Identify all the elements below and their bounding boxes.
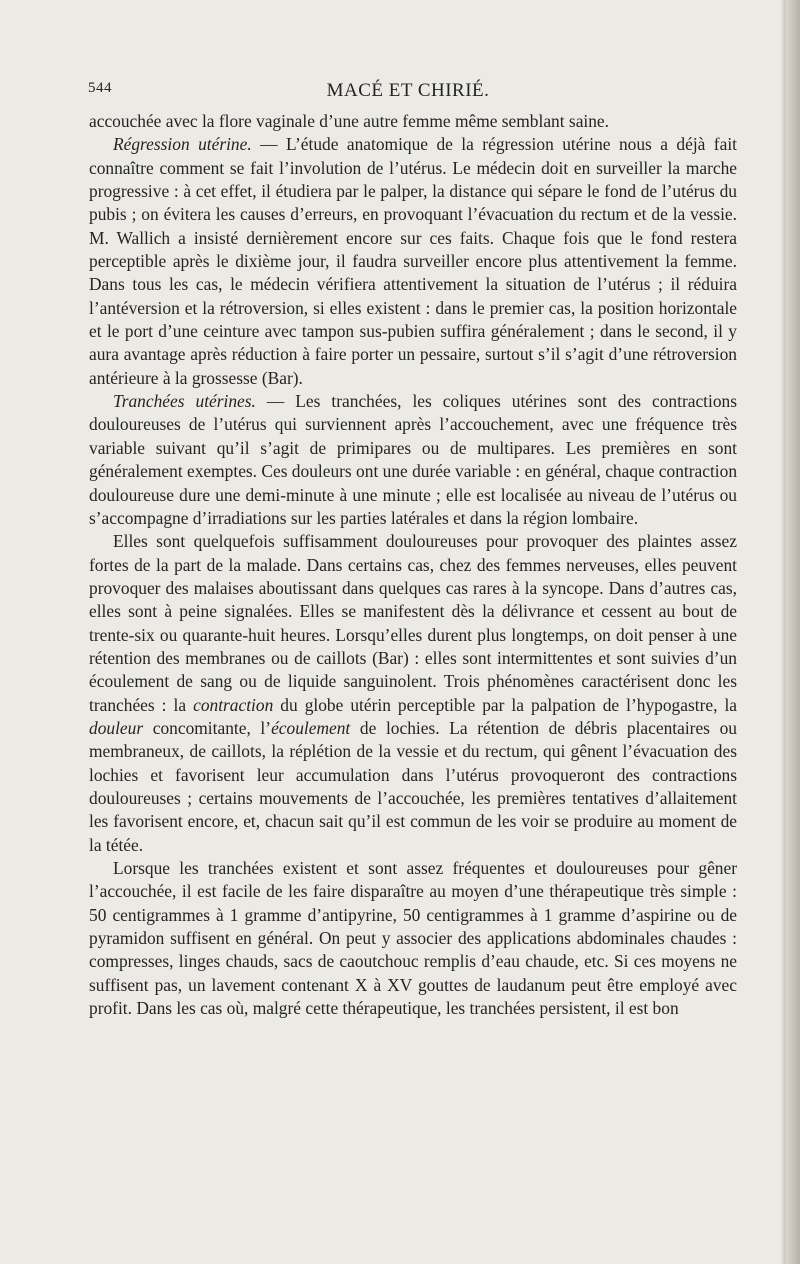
paragraph-text: accouchée avec la flore vaginale d’une autre femme même semblant saine. [89, 111, 610, 131]
paragraph-regression-uterine [89, 133, 737, 390]
paragraph-text: de lochies. La rétention de débris placentaires ou membraneux, de caillots, la réplétion de la vessie et du rectum, qui gênent l’évacuation des lochies et favorisent leur accumulation dans l’utérus provoqueront des contractions douloureuses ; certains mouvements de l’accouchée, les premières tentatives d’allaitement les favorisent encore, et, chacun sait qu’il est commun de les voir se produire au moment de la tétée. [89, 717, 737, 855]
section-title: Régression utérine. [113, 134, 252, 155]
emphasis-term: contraction [193, 694, 274, 715]
paragraph-text: du globe utérin perceptible par la palpation de l’hypogastre, la [273, 694, 737, 715]
page-header [88, 80, 728, 104]
running-head: MACÉ ET CHIRIÉ. [326, 80, 490, 101]
paragraph-tranchees-uterines [89, 390, 737, 530]
paragraph-treatment [89, 857, 737, 1020]
emphasis-term: écoulement [271, 717, 351, 738]
page-edge-shadow [780, 0, 786, 1264]
paragraph-text: — L’étude anatomique de la régression utérine nous a déjà fait connaître comment se fait l’involution de l’utérus. Le médecin doit en surveiller la marche progressive : à cet effet, il étudiera par le palper, la distance qui sépare le fond de l’utérus du pubis ; on évitera les causes d’erreurs, en provoquant l’évacuation du rectum et de la vessie. M. Wallich a insisté dernièrement encore sur ces faits. Chaque fois que le fond restera perceptible après le dixième jour, il faudra surveiller encore plus attentivement la femme. Dans tous les cas, le médecin vérifiera attentivement la situation de l’utérus ; il réduira l’antéversion et la rétroversion, si elles existent : dans le premier cas, la position horizontale et le port d’une ceinture avec tampon sus-pubien suffira généralement ; dans le second, il y aura avantage après réduction à faire porter un pessaire, surtout s’il s’agit d’une rétroversion antérieure à la grossesse (Bar). [89, 134, 737, 388]
page-number: 544 [88, 80, 112, 96]
section-title: Tranchées utérines. [113, 391, 256, 412]
paragraph-continuation [89, 110, 737, 133]
emphasis-term: douleur [89, 717, 144, 738]
paragraph-text: concomitante, l’ [143, 717, 272, 738]
paragraph-text: — Les tranchées, les coliques utérines sont des contractions douloureuses de l’utérus qui surviennent après l’accouchement, avec une fréquence très variable suivant qu’il s’agit de primipares ou de multipares. Les premières en sont généralement exemptes. Ces douleurs ont une durée variable : en général, chaque contraction douloureuse dure une demi-minute à une minute ; elle est localisée au niveau de l’utérus ou s’accompagne d’irradiations sur les parties latérales et dans la région lombaire. [89, 391, 738, 528]
paragraph-text: Elles sont quelquefois suffisamment douloureuses pour provoquer des plaintes assez fortes de la part de la malade. Dans certains cas, chez des femmes nerveuses, elles peuvent provoquer des malaises aboutissant dans quelques cas rares à la syncope. Dans d’autres cas, elles sont à peine signalées. Elles se manifestent dès la délivrance et cessent au bout de trente-six ou quarante-huit heures. Lorsqu’elles durent plus longtemps, on doit penser à une rétention des membranes ou de caillots (Bar) : elles sont intermittentes et sont suivies d’un écoulement de sang ou de liquide sanguinolent. Trois phénomènes caractérisent donc les tranchées : la [89, 531, 737, 715]
paragraph-text: Lorsque les tranchées existent et sont assez fréquentes et douloureuses pour gêner l’accouchée, il est facile de les faire disparaître au moyen d’une thérapeutique très simple : 50 centigrammes à 1 gramme d’antipyrine, 50 centigrammes à 1 gramme d’aspirine ou de pyramidon suffisent en général. On peut y associer des applications abdominales chaudes : compresses, linges chauds, sacs de caoutchouc remplis d’eau chaude, etc. Si ces moyens ne suffisent pas, un lavement contenant X à XV gouttes de laudanum peut être employé avec profit. Dans les cas où, malgré cette thérapeutique, les tranchées persistent, il est bon [89, 858, 737, 1019]
paragraph-symptoms [89, 530, 737, 857]
body-text [89, 110, 737, 1020]
